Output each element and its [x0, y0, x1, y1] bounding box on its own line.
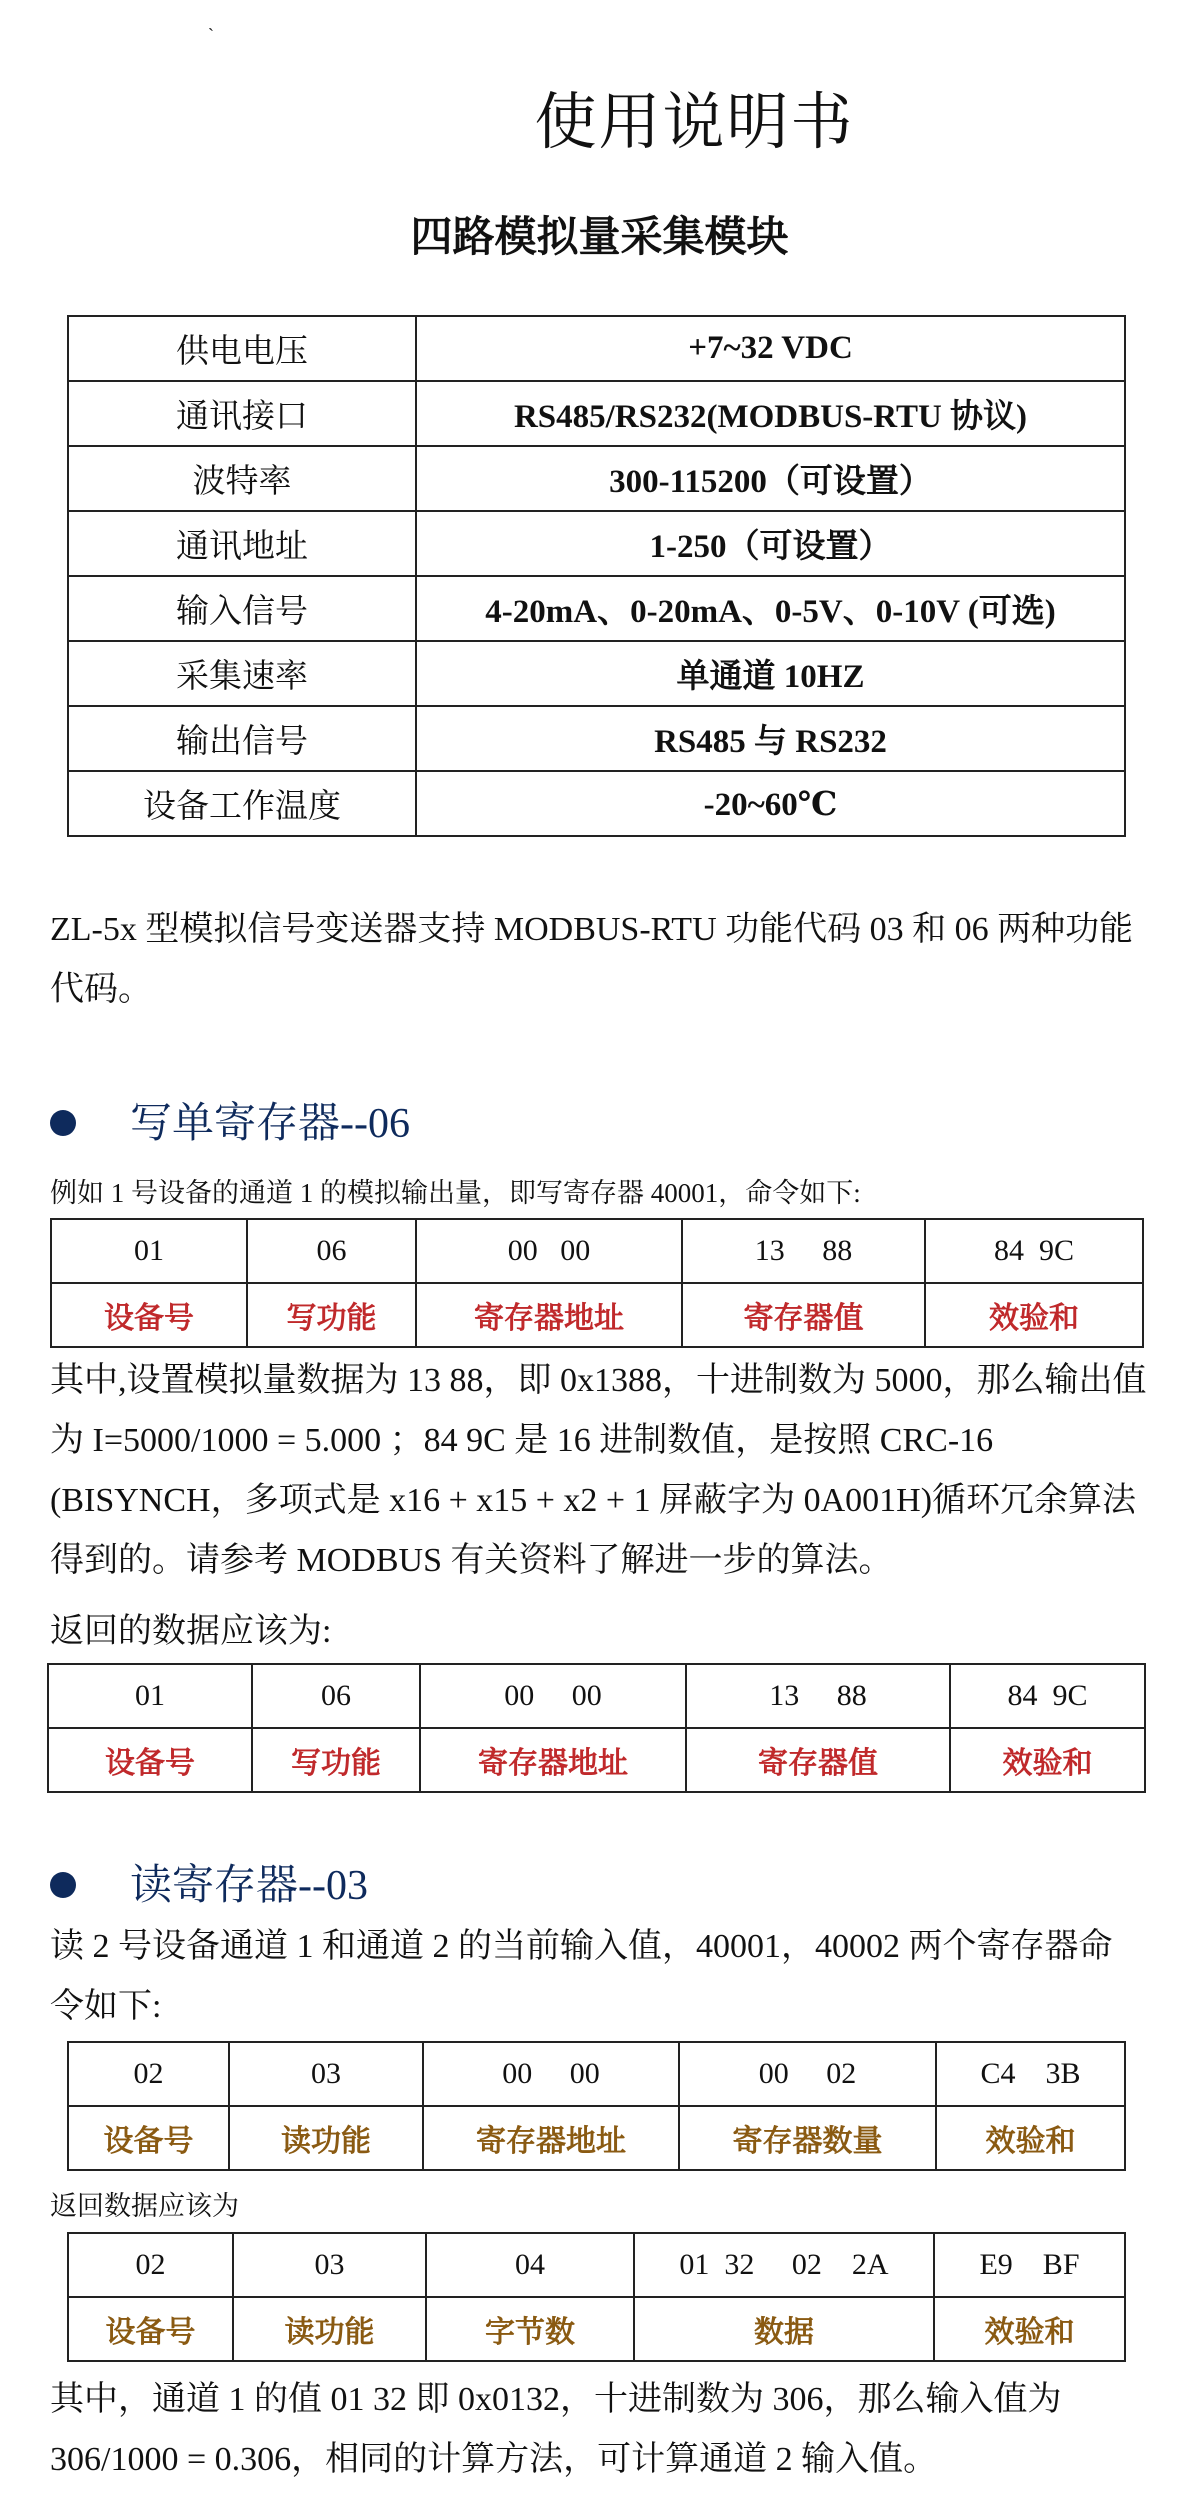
label-function: 读功能: [233, 2297, 426, 2361]
cell-byte-count: 04: [426, 2233, 634, 2297]
label-register-address: 寄存器地址: [420, 1728, 686, 1792]
spec-key: 输入信号: [68, 576, 416, 641]
write-response-table: [47, 1663, 1146, 1793]
label-function: 读功能: [229, 2106, 423, 2170]
label-device-id: 设备号: [51, 1283, 247, 1347]
response-label-row: [48, 1728, 1145, 1792]
cell-checksum: 84 9C: [950, 1664, 1145, 1728]
write-example-note: 例如 1 号设备的通道 1 的模拟输出量，即写寄存器 40001，命令如下:: [50, 1178, 861, 1208]
document-subtitle: 四路模拟量采集模块: [410, 215, 789, 261]
read-example-note: 读 2 号设备通道 1 和通道 2 的当前输入值，40001，40002 两个寄存器命令如下:: [50, 1928, 1113, 2025]
command-label-row: [51, 1283, 1143, 1347]
label-checksum: 效验和: [925, 1283, 1143, 1347]
label-byte-count: 字节数: [426, 2297, 634, 2361]
section-heading-read: [50, 1852, 368, 1912]
label-function: 写功能: [252, 1728, 420, 1792]
spec-key: 输出信号: [68, 706, 416, 771]
read-return-note: 返回数据应该为: [50, 2191, 239, 2221]
cell-function: 03: [229, 2042, 423, 2106]
spec-value: 300-115200（可设置）: [416, 446, 1125, 511]
spec-row: [68, 706, 1125, 771]
spec-value: +7~32 VDC: [416, 316, 1125, 381]
spec-table: [67, 315, 1126, 837]
command-value-row: [68, 2042, 1125, 2106]
label-device-id: 设备号: [68, 2297, 233, 2361]
cell-data: 01 32 02 2A: [634, 2233, 934, 2297]
spec-key: 设备工作温度: [68, 771, 416, 836]
label-checksum: 效验和: [934, 2297, 1125, 2361]
bullet-icon: [50, 1110, 76, 1136]
command-label-row: [68, 2106, 1125, 2170]
label-checksum: 效验和: [950, 1728, 1145, 1792]
label-checksum: 效验和: [936, 2106, 1125, 2170]
write-return-note: 返回的数据应该为:: [50, 1613, 332, 1650]
label-device-id: 设备号: [48, 1728, 252, 1792]
spec-row: [68, 641, 1125, 706]
spec-key: 通讯地址: [68, 511, 416, 576]
label-register-address: 寄存器地址: [416, 1283, 682, 1347]
cell-device-id: 02: [68, 2042, 229, 2106]
cell-device-id: 02: [68, 2233, 233, 2297]
read-response-table: [67, 2232, 1126, 2362]
cell-register-value: 13 88: [682, 1219, 925, 1283]
response-value-row: [68, 2233, 1125, 2297]
cell-register-address: 00 00: [423, 2042, 679, 2106]
cell-register-value: 13 88: [686, 1664, 950, 1728]
write-command-table: [50, 1218, 1144, 1348]
cell-function: 06: [252, 1664, 420, 1728]
label-register-address: 寄存器地址: [423, 2106, 679, 2170]
read-explanation: 其中，通道 1 的值 01 32 即 0x0132，十进制数为 306，那么输入值为 306/1000 = 0.306，相同的计算方法，可计算通道 2 输入值。: [50, 2381, 1062, 2478]
spec-row: [68, 316, 1125, 381]
spec-key: 采集速率: [68, 641, 416, 706]
label-data: 数据: [634, 2297, 934, 2361]
cell-function: 03: [233, 2233, 426, 2297]
spec-value: 1-250（可设置）: [416, 511, 1125, 576]
spec-value: RS485 与 RS232: [416, 706, 1125, 771]
spec-row: [68, 511, 1125, 576]
cell-checksum: 84 9C: [925, 1219, 1143, 1283]
spec-value: RS485/RS232(MODBUS-RTU 协议): [416, 381, 1125, 446]
spec-row: [68, 576, 1125, 641]
read-command-table: [67, 2041, 1126, 2171]
cell-device-id: 01: [51, 1219, 247, 1283]
section-heading-text: 读寄存器--03: [130, 1863, 368, 1909]
write-explanation: 其中,设置模拟量数据为 13 88，即 0x1388，十进制数为 5000，那么输出值为 I=5000/1000 = 5.000 ；84 9C 是 16 进制数值，是按照 CRC-16 (BISYNCH，多项式是 x16 + x15 + x2 + 1 屏蔽字为 0A001H)循环冗余算法得到的。请参考 MODBUS 有关资料了解进一步的算法。: [50, 1362, 1147, 1579]
spec-row: [68, 381, 1125, 446]
cell-device-id: 01: [48, 1664, 252, 1728]
bullet-icon: [50, 1872, 76, 1898]
spec-key: 供电电压: [68, 316, 416, 381]
cell-function: 06: [247, 1219, 416, 1283]
section-heading-text: 写单寄存器--06: [130, 1101, 410, 1147]
cell-register-address: 00 00: [416, 1219, 682, 1283]
spec-key: 波特率: [68, 446, 416, 511]
label-register-value: 寄存器值: [682, 1283, 925, 1347]
spec-row: [68, 771, 1125, 836]
intro-paragraph: ZL-5x 型模拟信号变送器支持 MODBUS-RTU 功能代码 03 和 06 两种功能代码。: [50, 911, 1134, 1008]
cell-checksum: E9 BF: [934, 2233, 1125, 2297]
document-title: 使用说明书: [534, 89, 855, 157]
cell-checksum: C4 3B: [936, 2042, 1125, 2106]
spec-value: 单通道 10HZ: [416, 641, 1125, 706]
command-value-row: [51, 1219, 1143, 1283]
label-register-count: 寄存器数量: [679, 2106, 936, 2170]
label-register-value: 寄存器值: [686, 1728, 950, 1792]
spec-key: 通讯接口: [68, 381, 416, 446]
section-heading-write: [50, 1090, 410, 1150]
label-device-id: 设备号: [68, 2106, 229, 2170]
cell-register-count: 00 02: [679, 2042, 936, 2106]
stray-mark: `: [208, 25, 214, 45]
response-value-row: [48, 1664, 1145, 1728]
label-function: 写功能: [247, 1283, 416, 1347]
spec-row: [68, 446, 1125, 511]
cell-register-address: 00 00: [420, 1664, 686, 1728]
spec-value: 4-20mA、0-20mA、0-5V、0-10V (可选): [416, 576, 1125, 641]
spec-value: -20~60℃: [416, 771, 1125, 836]
response-label-row: [68, 2297, 1125, 2361]
